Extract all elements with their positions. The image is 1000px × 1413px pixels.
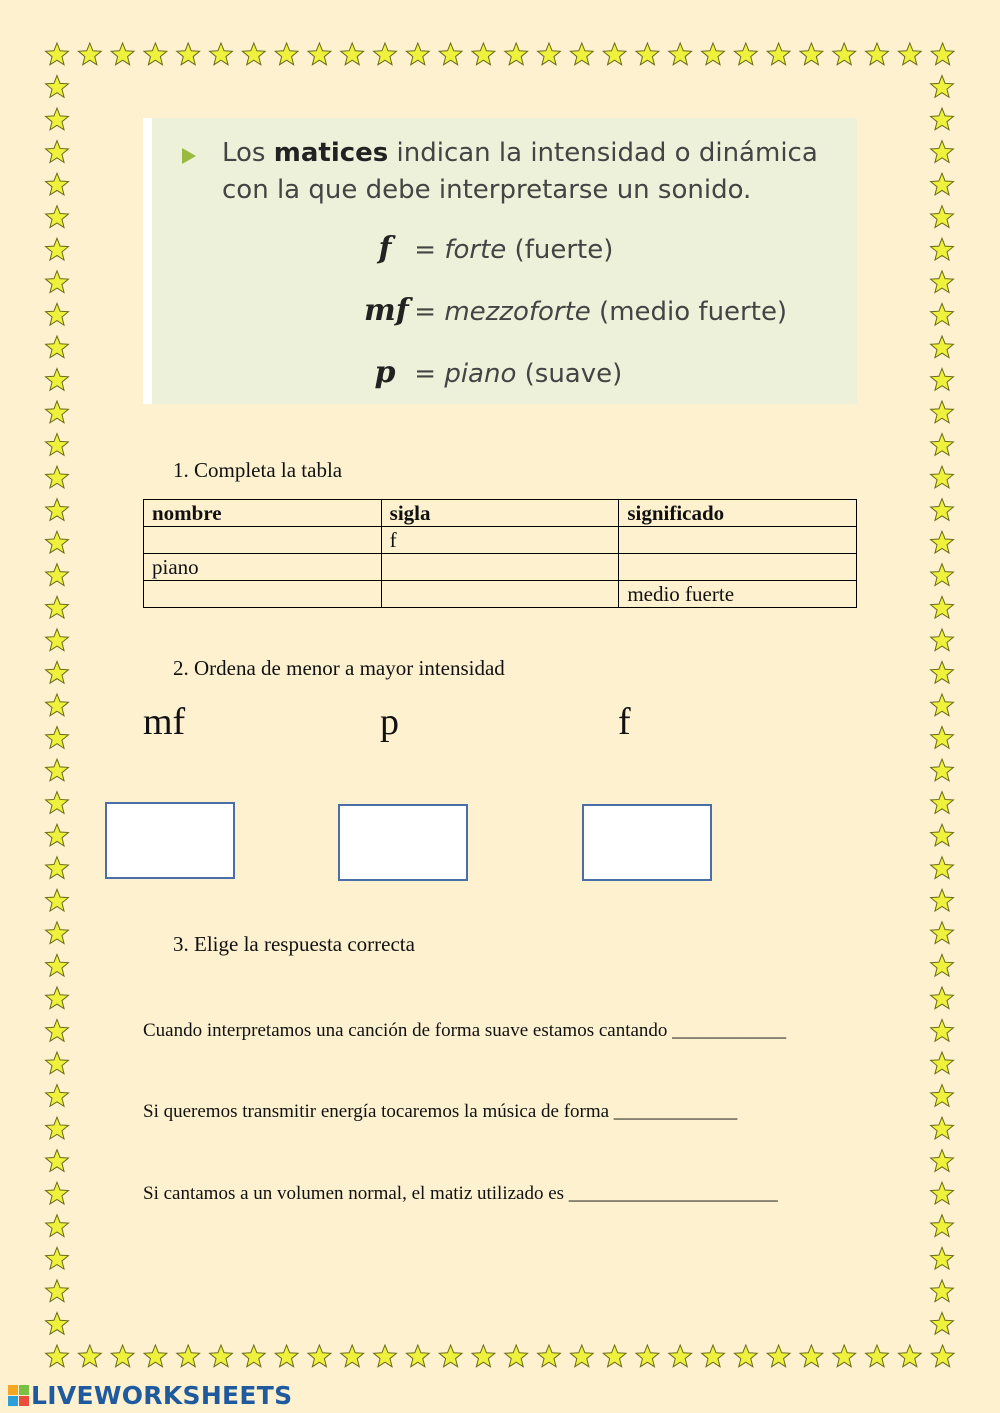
star-icon: [46, 466, 69, 488]
star-icon: [931, 303, 954, 325]
table-header-row: [144, 500, 857, 527]
star-icon: [931, 43, 954, 65]
play-triangle-icon: [182, 148, 196, 164]
star-icon: [931, 727, 954, 749]
star-icon: [931, 629, 954, 651]
star-icon: [669, 43, 692, 65]
star-icon: [46, 727, 69, 749]
star-icon: [931, 108, 954, 130]
star-icon: [46, 369, 69, 391]
table-cell[interactable]: [144, 581, 382, 608]
star-icon: [308, 43, 331, 65]
star-icon: [505, 1345, 528, 1367]
star-icon: [46, 1312, 69, 1334]
star-icon: [46, 401, 69, 423]
star-icon: [931, 1345, 954, 1367]
star-icon: [931, 1280, 954, 1302]
star-icon: [46, 43, 69, 65]
star-icon: [931, 466, 954, 488]
star-icon: [46, 108, 69, 130]
table-header-significado: significado: [619, 500, 857, 527]
star-icon: [46, 1150, 69, 1172]
star-icon: [931, 336, 954, 358]
question-2-label: 2. Ordena de menor a mayor intensidad: [173, 656, 505, 680]
star-icon: [931, 238, 954, 260]
star-icon: [242, 1345, 265, 1367]
star-icon: [46, 434, 69, 456]
star-icon: [931, 1020, 954, 1042]
star-icon: [669, 1345, 692, 1367]
table-cell[interactable]: [381, 581, 619, 608]
star-icon: [931, 987, 954, 1009]
star-icon: [46, 694, 69, 716]
star-icon: [931, 1312, 954, 1334]
star-icon: [931, 1117, 954, 1139]
star-icon: [767, 1345, 790, 1367]
star-icon: [439, 43, 462, 65]
star-icon: [931, 1215, 954, 1237]
star-icon: [931, 1247, 954, 1269]
star-icon: [439, 1345, 462, 1367]
table-cell: f: [381, 527, 619, 554]
star-icon: [308, 1345, 331, 1367]
star-icon: [46, 792, 69, 814]
star-icon: [46, 271, 69, 293]
star-icon: [931, 76, 954, 98]
star-icon: [931, 661, 954, 683]
star-icon: [767, 43, 790, 65]
star-icon: [931, 434, 954, 456]
star-icon: [538, 1345, 561, 1367]
sentence-2[interactable]: Si queremos transmitir energía tocaremos la música de forma _____________: [143, 1101, 738, 1122]
star-icon: [931, 922, 954, 944]
star-icon: [931, 1085, 954, 1107]
table-header-sigla: sigla: [381, 500, 619, 527]
star-icon: [931, 369, 954, 391]
table-row: [144, 527, 857, 554]
star-icon: [800, 1345, 823, 1367]
star-icon: [603, 1345, 626, 1367]
star-icon: [46, 857, 69, 879]
dynamic-mezzoforte: mf = mezzoforte (medio fuerte): [364, 293, 788, 328]
star-icon: [931, 1052, 954, 1074]
star-icon: [46, 499, 69, 521]
dynamics-table: [143, 499, 857, 608]
table-cell: piano: [144, 554, 382, 581]
star-icon: [406, 43, 429, 65]
star-icon: [931, 564, 954, 586]
star-icon: [898, 43, 921, 65]
star-icon: [898, 1345, 921, 1367]
star-icon: [242, 43, 265, 65]
star-icon: [210, 43, 233, 65]
star-icon: [833, 1345, 856, 1367]
question-1-label: 1. Completa la tabla: [173, 458, 343, 482]
star-icon: [46, 1215, 69, 1237]
star-icon: [931, 531, 954, 553]
star-icon: [78, 43, 101, 65]
star-icon: [46, 1052, 69, 1074]
star-icon: [570, 43, 593, 65]
star-icon: [570, 1345, 593, 1367]
order-drop-box-1[interactable]: [105, 802, 235, 879]
intro-line-1: Los matices indican la intensidad o dinámica: [222, 138, 818, 168]
liveworksheets-logo: [8, 1381, 292, 1410]
table-cell[interactable]: [619, 554, 857, 581]
symbol-mf[interactable]: mf: [143, 701, 186, 743]
star-icon: [46, 173, 69, 195]
star-icon: [46, 238, 69, 260]
dynamic-piano: p = piano (suave): [374, 355, 623, 390]
table-cell[interactable]: [619, 527, 857, 554]
star-icon: [636, 43, 659, 65]
star-icon: [46, 954, 69, 976]
star-icon: [833, 43, 856, 65]
star-icon: [341, 1345, 364, 1367]
star-icon: [177, 43, 200, 65]
star-icon: [374, 1345, 397, 1367]
star-icon: [111, 1345, 134, 1367]
star-icon: [931, 271, 954, 293]
star-icon: [46, 303, 69, 325]
star-icon: [210, 1345, 233, 1367]
star-icon: [702, 43, 725, 65]
star-icon: [177, 1345, 200, 1367]
star-icon: [46, 1247, 69, 1269]
star-icon: [46, 824, 69, 846]
star-icon: [931, 499, 954, 521]
star-icon: [46, 564, 69, 586]
table-cell[interactable]: [144, 527, 382, 554]
star-icon: [144, 43, 167, 65]
star-icon: [46, 531, 69, 553]
dynamic-forte: f = forte (fuerte): [378, 231, 614, 266]
star-icon: [931, 173, 954, 195]
star-icon: [46, 759, 69, 781]
star-icon: [505, 43, 528, 65]
star-icon: [931, 857, 954, 879]
star-icon: [46, 1085, 69, 1107]
star-icon: [46, 661, 69, 683]
table-header-nombre: nombre: [144, 500, 382, 527]
star-icon: [636, 1345, 659, 1367]
star-icon: [46, 76, 69, 98]
star-icon: [931, 759, 954, 781]
star-icon: [46, 141, 69, 163]
star-icon: [111, 43, 134, 65]
star-icon: [931, 792, 954, 814]
star-icon: [931, 401, 954, 423]
table-row: [144, 581, 857, 608]
star-icon: [374, 43, 397, 65]
star-icon: [472, 1345, 495, 1367]
symbol-f[interactable]: f: [618, 701, 631, 743]
star-icon: [46, 1182, 69, 1204]
star-icon: [931, 889, 954, 911]
order-drop-box-2[interactable]: [338, 804, 468, 881]
star-icon: [931, 596, 954, 618]
star-icon: [46, 1345, 69, 1367]
logo-text: LIVEWORKSHEETS: [31, 1381, 293, 1410]
star-icon: [46, 629, 69, 651]
star-icon: [734, 43, 757, 65]
star-icon: [931, 954, 954, 976]
table-cell[interactable]: [381, 554, 619, 581]
star-icon: [144, 1345, 167, 1367]
star-icon: [538, 43, 561, 65]
star-icon: [472, 43, 495, 65]
order-drop-box-3[interactable]: [582, 804, 712, 881]
question-3-label: 3. Elige la respuesta correcta: [173, 932, 415, 956]
star-icon: [931, 824, 954, 846]
logo-mark-icon: [8, 1385, 29, 1406]
star-icon: [46, 336, 69, 358]
intro-box: [143, 118, 857, 404]
star-icon: [78, 1345, 101, 1367]
star-icon: [46, 987, 69, 1009]
intro-line-2: con la que debe interpretarse un sonido.: [222, 175, 752, 205]
star-icon: [603, 43, 626, 65]
star-icon: [341, 43, 364, 65]
star-icon: [931, 1150, 954, 1172]
star-icon: [46, 596, 69, 618]
star-icon: [702, 1345, 725, 1367]
star-icon: [931, 694, 954, 716]
star-icon: [406, 1345, 429, 1367]
star-icon: [866, 43, 889, 65]
table-row: [144, 554, 857, 581]
star-icon: [46, 1117, 69, 1139]
table-cell: medio fuerte: [619, 581, 857, 608]
star-icon: [46, 1020, 69, 1042]
star-icon: [46, 206, 69, 228]
star-icon: [931, 1182, 954, 1204]
sentence-3[interactable]: Si cantamos a un volumen normal, el matiz utilizado es ______________________: [143, 1183, 778, 1204]
star-icon: [931, 141, 954, 163]
star-icon: [46, 1280, 69, 1302]
star-icon: [800, 43, 823, 65]
star-icon: [275, 43, 298, 65]
sentence-1[interactable]: Cuando interpretamos una canción de forma suave estamos cantando ____________: [143, 1020, 787, 1041]
star-icon: [931, 206, 954, 228]
star-icon: [46, 889, 69, 911]
star-icon: [46, 922, 69, 944]
star-icon: [734, 1345, 757, 1367]
star-icon: [866, 1345, 889, 1367]
symbol-p[interactable]: p: [380, 701, 399, 743]
star-icon: [275, 1345, 298, 1367]
